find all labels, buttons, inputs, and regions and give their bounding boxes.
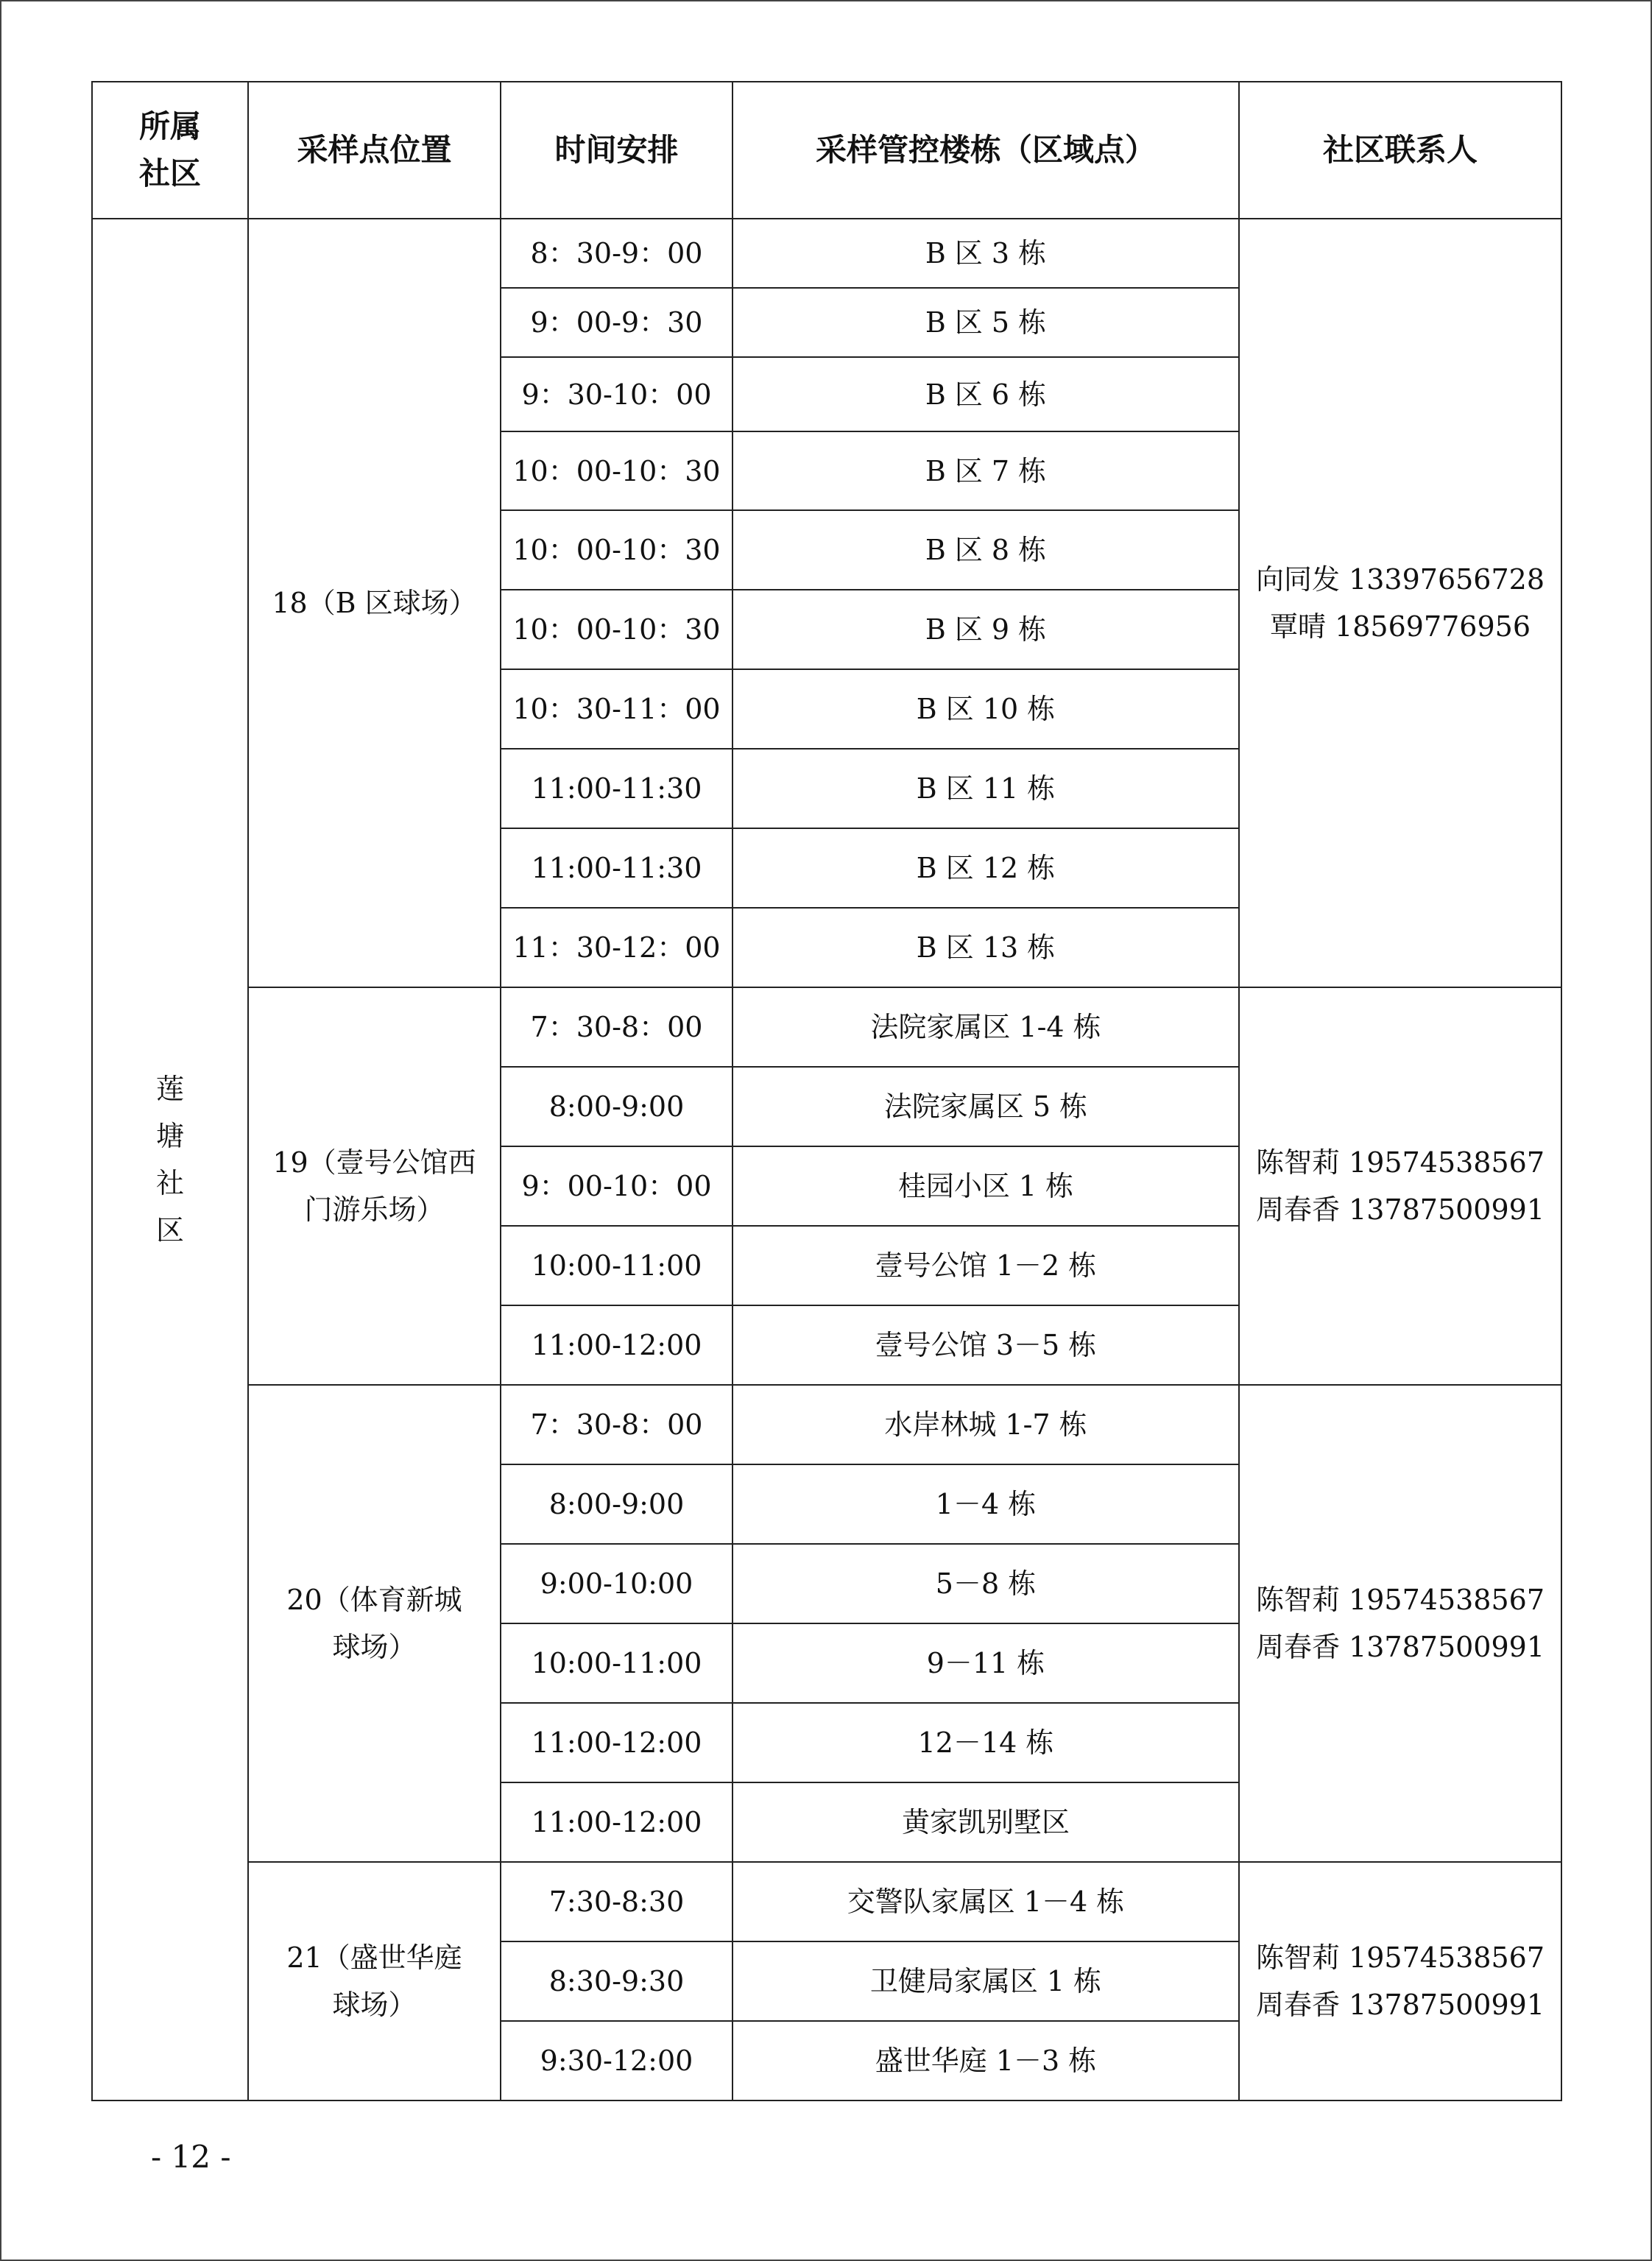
table-row	[92, 1385, 1561, 1464]
time-cell: 8:00-9:00	[501, 1067, 733, 1146]
time-cell: 8:30-9:30	[501, 1941, 733, 2021]
time-cell: 10：00-10：30	[501, 510, 733, 590]
sampling-schedule-table	[91, 81, 1562, 2101]
building-cell: B 区 7 栋	[733, 431, 1239, 510]
building-cell: 5－8 栋	[733, 1544, 1239, 1623]
header-community-line-1: 所属	[138, 108, 201, 144]
time-cell: 11:00-12:00	[501, 1305, 733, 1385]
building-cell: 交警队家属区 1－4 栋	[733, 1862, 1239, 1941]
community-cell	[92, 219, 248, 2100]
time-cell: 9:30-12:00	[501, 2021, 733, 2100]
site-name-line-1: 21（盛世华庭	[286, 1941, 462, 1974]
building-cell: 法院家属区 1-4 栋	[733, 987, 1239, 1067]
building-cell: 卫健局家属区 1 栋	[733, 1941, 1239, 2021]
contact-line: 周春香 13787500991	[1255, 1989, 1545, 2021]
building-cell: 壹号公馆 3－5 栋	[733, 1305, 1239, 1385]
time-cell: 10:00-11:00	[501, 1226, 733, 1305]
time-cell: 10:00-11:00	[501, 1623, 733, 1703]
building-cell: 法院家属区 5 栋	[733, 1067, 1239, 1146]
header-time: 时间安排	[501, 82, 733, 219]
time-cell: 11：30-12：00	[501, 908, 733, 987]
table-row	[92, 987, 1561, 1067]
header-contact: 社区联系人	[1239, 82, 1561, 219]
time-cell: 8：30-9：00	[501, 219, 733, 288]
building-cell: B 区 5 栋	[733, 288, 1239, 357]
time-cell: 11:00-12:00	[501, 1782, 733, 1862]
header-site: 采样点位置	[248, 82, 501, 219]
time-cell: 9：00-9：30	[501, 288, 733, 357]
contact-line: 覃晴 18569776956	[1269, 610, 1531, 643]
building-cell: B 区 6 栋	[733, 357, 1239, 431]
time-cell: 11:00-11:30	[501, 828, 733, 908]
building-cell: 壹号公馆 1－2 栋	[733, 1226, 1239, 1305]
community-char: 莲	[155, 1073, 184, 1105]
building-cell: B 区 13 栋	[733, 908, 1239, 987]
time-cell: 9：30-10：00	[501, 357, 733, 431]
building-cell: B 区 3 栋	[733, 219, 1239, 288]
site-name-line-1: 19（壹号公馆西	[272, 1146, 476, 1179]
community-char: 社	[155, 1167, 184, 1199]
time-cell: 7:30-8:30	[501, 1862, 733, 1941]
time-cell: 7：30-8：00	[501, 1385, 733, 1464]
contact-line: 陈智莉 19574538567	[1255, 1146, 1545, 1179]
building-cell: B 区 9 栋	[733, 590, 1239, 669]
building-cell: B 区 11 栋	[733, 749, 1239, 828]
site-cell-21	[248, 1862, 501, 2100]
contact-cell-20	[1239, 1385, 1561, 1862]
time-cell: 10：00-10：30	[501, 590, 733, 669]
building-cell: B 区 8 栋	[733, 510, 1239, 590]
building-cell: B 区 10 栋	[733, 669, 1239, 749]
building-cell: 1－4 栋	[733, 1464, 1239, 1544]
contact-cell-21	[1239, 1862, 1561, 2100]
building-cell: 盛世华庭 1－3 栋	[733, 2021, 1239, 2100]
table-row	[92, 219, 1561, 288]
time-cell: 9:00-10:00	[501, 1544, 733, 1623]
time-cell: 10：30-11：00	[501, 669, 733, 749]
time-cell: 9：00-10：00	[501, 1146, 733, 1226]
contact-cell-19	[1239, 987, 1561, 1385]
site-cell-19	[248, 987, 501, 1385]
header-buildings: 采样管控楼栋（区域点）	[733, 82, 1239, 219]
time-cell: 7：30-8：00	[501, 987, 733, 1067]
header-community-line-2: 社区	[138, 155, 201, 191]
site-name-line-2: 门游乐场）	[304, 1193, 445, 1226]
community-char: 区	[155, 1214, 184, 1246]
header-row	[92, 82, 1561, 219]
table-row	[92, 1862, 1561, 1941]
site-name-line-1: 20（体育新城	[286, 1584, 462, 1616]
site-name-line-2: 球场）	[332, 1631, 417, 1663]
site-cell-20	[248, 1385, 501, 1862]
site-name-line-2: 球场）	[332, 1989, 417, 2021]
building-cell: 桂园小区 1 栋	[733, 1146, 1239, 1226]
contact-line: 陈智莉 19574538567	[1255, 1941, 1545, 1974]
site-name-line-1: 18（B 区球场）	[272, 587, 477, 619]
contact-cell-18	[1239, 219, 1561, 987]
time-cell: 8:00-9:00	[501, 1464, 733, 1544]
contact-line: 陈智莉 19574538567	[1255, 1584, 1545, 1616]
time-cell: 11:00-12:00	[501, 1703, 733, 1782]
community-char: 塘	[155, 1120, 184, 1152]
contact-line: 周春香 13787500991	[1255, 1631, 1545, 1663]
contact-line: 向同发 13397656728	[1255, 563, 1545, 596]
contact-line: 周春香 13787500991	[1255, 1193, 1545, 1226]
header-community	[92, 82, 248, 219]
time-cell: 10：00-10：30	[501, 431, 733, 510]
building-cell: 12－14 栋	[733, 1703, 1239, 1782]
time-cell: 11:00-11:30	[501, 749, 733, 828]
building-cell: 黄家凯别墅区	[733, 1782, 1239, 1862]
building-cell: 水岸林城 1-7 栋	[733, 1385, 1239, 1464]
page-number: - 12 -	[151, 2139, 231, 2175]
site-cell-18	[248, 219, 501, 987]
building-cell: 9－11 栋	[733, 1623, 1239, 1703]
building-cell: B 区 12 栋	[733, 828, 1239, 908]
